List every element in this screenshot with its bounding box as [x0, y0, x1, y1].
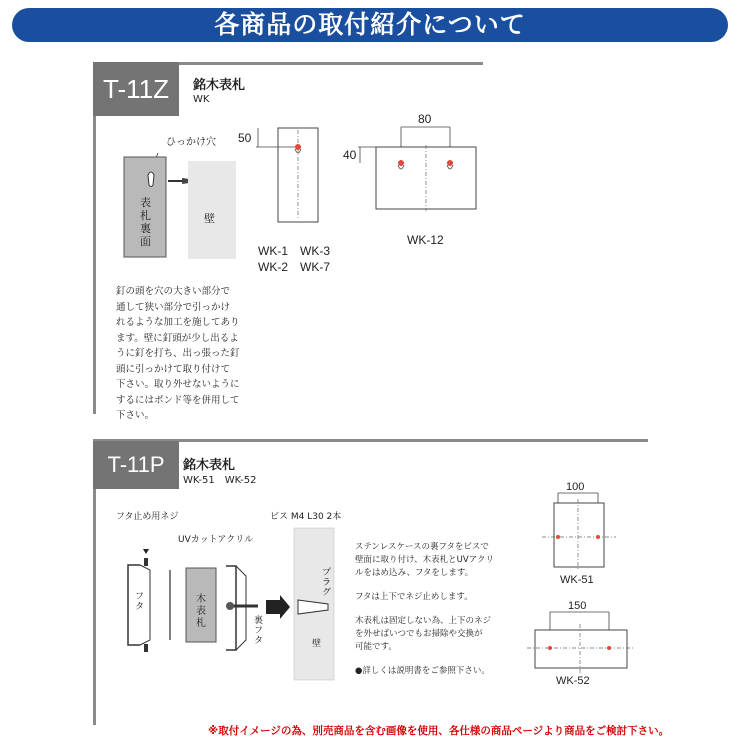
dim-80-label: 80 [418, 112, 432, 126]
wall-label-2: 壁 [312, 639, 322, 649]
section1-code-tag: T-11Z [93, 62, 179, 116]
hook-hole-label: ひっかけ穴 [166, 137, 216, 148]
plate-back-label: 表札裏面 [140, 196, 151, 248]
plate-wk52-diagram [525, 600, 640, 680]
wall-label-1: 壁 [204, 212, 215, 225]
model-wk12-label: WK-12 [407, 233, 444, 247]
instruction-line: れるような加工を施してあり [116, 317, 240, 328]
note-lid-line: フタは上下でネジ止めします。 [355, 592, 473, 602]
lid-screw-label: フタ止め用ネジ [116, 512, 179, 522]
instruction-line: 下さい。取り外せないように [116, 379, 240, 390]
note-line: 木表札は固定しない為、上下のネジ [355, 616, 492, 626]
footer-disclaimer: ※取付イメージの為、別売商品を含む画像を使用、各仕様の商品ページより商品をご検討下さい。 [208, 725, 670, 737]
instruction-line: するにはボンド等を併用して [116, 394, 240, 406]
page-title-banner [12, 8, 728, 42]
instruction-line: 釘の頭を穴の大きい部分で [116, 286, 231, 297]
note-line: 壁面に取り付け、木表札とUVアクリ [355, 555, 494, 565]
note-line: を外せばいつでもお掃除や交換が [355, 629, 483, 639]
uv-acrylic-label: UVカットアクリル [178, 535, 254, 545]
models-a-line1: WK-1 WK-3 [258, 244, 331, 258]
page-title: 各商品の取付紹介について [214, 10, 526, 39]
lid-label: フタ [135, 592, 145, 612]
screw-spec-label: ビス M4 L30 2本 [270, 512, 342, 522]
models-a-line2: WK-2 WK-7 [258, 260, 331, 274]
section2-code-tag: T-11P [93, 441, 179, 489]
instruction-line: 頭に引っかけて取り付けて [116, 363, 231, 375]
note-line: ルをはめ込み、フタをします。 [355, 568, 474, 578]
dim-40-label: 40 [343, 148, 357, 162]
section2-title: 銘木表札 [183, 458, 236, 473]
plate-wk12-diagram [340, 115, 485, 215]
dim-100-label: 100 [566, 481, 585, 493]
model-wk52-label: WK-52 [556, 675, 590, 687]
note-manual-line: ●詳しくは説明書をご参照下さい。 [355, 666, 490, 676]
instruction-line: うに釘を打ち、出っ張った釘 [116, 348, 240, 359]
dim-50-label: 50 [238, 131, 252, 145]
note-line: ステンレスケースの裏フタをビスで [355, 542, 489, 552]
wood-plate-label: 木表札 [196, 594, 206, 629]
plate-wk1-diagram [250, 120, 340, 230]
instruction-line: 下さい。 [116, 410, 155, 421]
section1-title: 銘木表札 [193, 78, 246, 93]
section2-subtitle: WK-51 WK-52 [183, 475, 257, 486]
plug-label: プラグ [322, 568, 332, 598]
section2-notes [355, 541, 535, 678]
instruction-line: ます。壁に釘頭が少し出るよ [116, 332, 239, 344]
nameplate-side-diagram [118, 135, 243, 265]
section1-instructions [116, 284, 256, 424]
plate-wk51-diagram [540, 485, 620, 575]
dim-150-label: 150 [568, 600, 587, 612]
instruction-line: 通して狭い部分で引っかけ [116, 301, 231, 313]
section1-subtitle: WK [193, 94, 210, 105]
note-line: 可能です。 [355, 642, 397, 652]
back-lid-label: 裏フタ [254, 616, 264, 646]
model-wk51-label: WK-51 [560, 574, 594, 586]
